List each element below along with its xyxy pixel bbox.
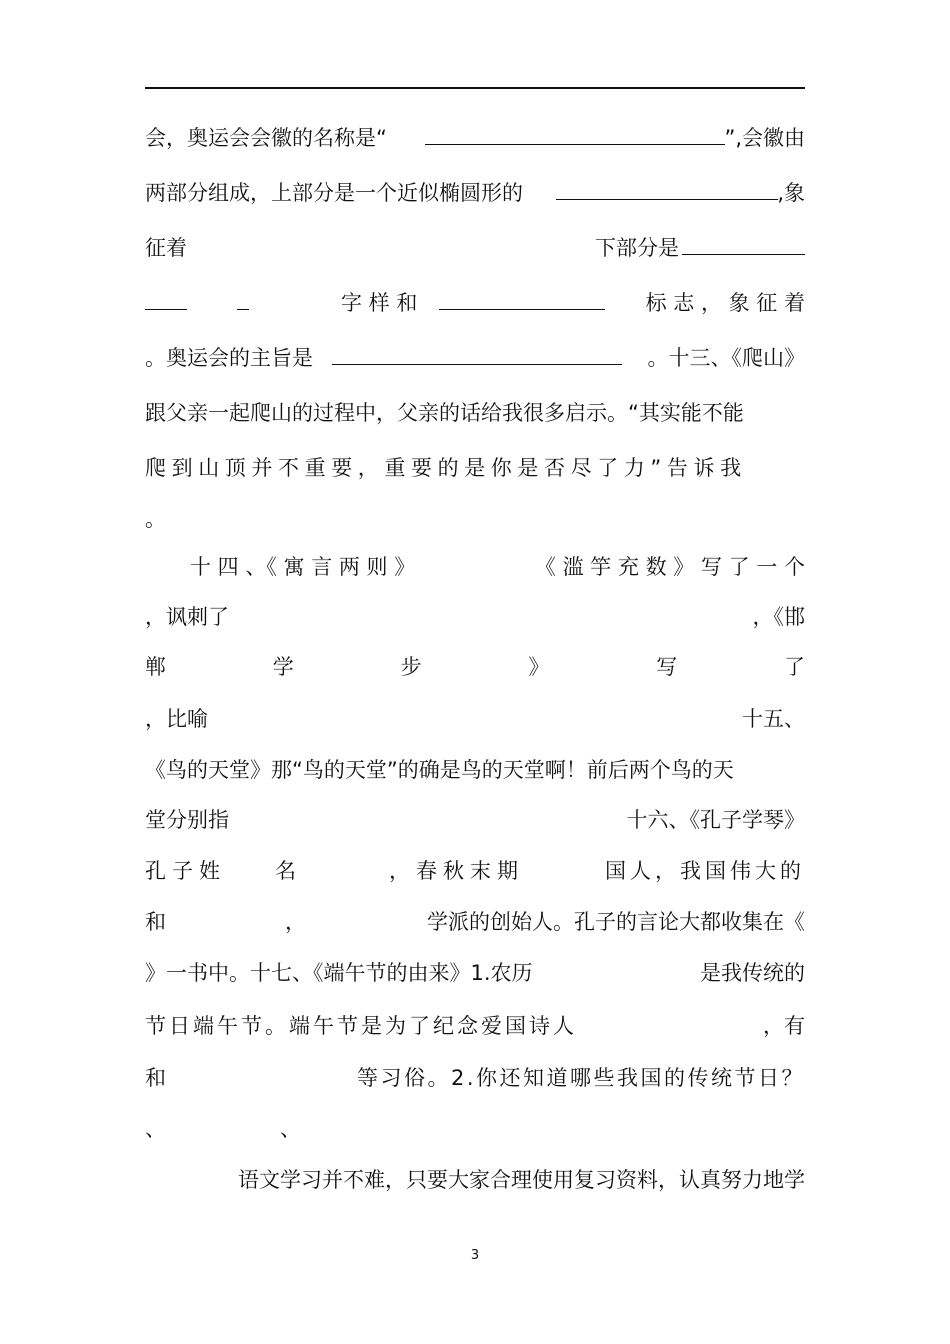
text-segment: 孔子姓 <box>145 859 226 883</box>
text-line-13 <box>145 754 805 786</box>
text-segment: 名 <box>275 859 296 883</box>
text-line-19 <box>145 1062 805 1094</box>
text-segment: 和 <box>145 910 166 934</box>
text-line-6 <box>145 397 805 429</box>
text-segment: 和 <box>145 1066 166 1090</box>
fill-blank <box>332 342 622 365</box>
text-segment: ， <box>285 910 306 934</box>
text-segment: 两部分组成，上部分是一个近似椭圆形的 <box>145 181 523 205</box>
header-rule <box>145 87 805 89</box>
text-segment: 十六、《孔子学琴》 <box>626 808 805 832</box>
text-line-21 <box>145 1164 805 1196</box>
text-segment: 写 <box>656 655 678 679</box>
text-segment: ,象 <box>777 181 805 205</box>
text-segment: 语文学习并不难，只要大家合理使用复习资料，认真努力地学 <box>238 1168 805 1192</box>
fill-blank <box>682 232 805 255</box>
text-segment: 字 样 和 <box>341 291 418 315</box>
text-segment: 下部分是 <box>595 236 679 260</box>
text-segment: ，讽刺了 <box>145 605 229 629</box>
text-line-12 <box>145 703 805 735</box>
text-segment: ，有 <box>763 1014 805 1038</box>
text-segment: 》一书中。十七、《端午节的由来》1.农历 <box>145 961 533 985</box>
page-number: 3 <box>470 1248 480 1263</box>
text-segment: 学派的创始人。孔子的言论大都收集在《 <box>427 910 805 934</box>
text-line-9 <box>145 551 805 583</box>
text-segment: ，春秋末期 <box>389 859 524 883</box>
text-line-2 <box>145 177 805 209</box>
text-segment: 、 <box>145 1117 166 1141</box>
fill-blank <box>237 287 249 310</box>
text-line-15 <box>145 855 805 887</box>
text-line-4 <box>145 287 805 319</box>
text-segment: 堂分别指 <box>145 808 229 832</box>
text-segment: ”,会徽由 <box>724 126 805 150</box>
text-segment: 。奥运会的主旨是 <box>145 346 313 370</box>
text-segment: 。十三、《爬山》 <box>647 346 805 370</box>
text-segment: 是我传统的 <box>700 961 805 985</box>
text-line-17 <box>145 957 805 989</box>
text-segment: 《 滥 竽 充 数 》 写 了 一 个 <box>534 555 805 579</box>
text-segment: 标 志 ， 象 征 着 <box>645 291 805 315</box>
text-line-20 <box>145 1113 805 1145</box>
fill-blank <box>425 122 725 145</box>
text-line-14 <box>145 804 805 836</box>
text-segment: ，《邯 <box>752 605 805 629</box>
text-segment: 爬到山顶并不重要，重要的是你是否尽了力”告诉我 <box>145 456 747 480</box>
fill-blank <box>439 287 605 310</box>
text-segment: 学 <box>272 655 294 679</box>
text-segment: 郸 <box>145 655 166 679</box>
text-line-10 <box>145 601 805 633</box>
fill-blank <box>556 177 778 200</box>
fill-blank <box>145 287 187 310</box>
text-segment: 》 <box>528 655 550 679</box>
text-segment: 征着 <box>145 236 187 260</box>
text-line-8 <box>145 503 805 535</box>
text-line-11 <box>145 651 805 683</box>
text-segment: 跟父亲一起爬山的过程中，父亲的话给我很多启示。“其实能不能 <box>145 401 744 425</box>
text-segment: 《鸟的天堂》那“鸟的天堂”的确是鸟的天堂啊！前后两个鸟的天 <box>145 758 734 782</box>
text-line-18 <box>145 1010 805 1042</box>
text-line-1 <box>145 122 805 154</box>
text-line-3 <box>145 232 805 264</box>
text-segment: 会，奥运会会徽的名称是“ <box>145 126 387 150</box>
text-segment: ，比喻 <box>145 707 208 731</box>
text-segment: 、 <box>280 1117 301 1141</box>
text-line-5 <box>145 342 805 374</box>
text-segment: 。 <box>145 507 166 531</box>
text-segment: 十五、 <box>742 707 805 731</box>
text-segment: 节日端午节。端午节是为了纪念爱国诗人 <box>145 1014 577 1038</box>
text-segment: 等习俗。2.你还知道哪些我国的传统节日？ <box>356 1066 805 1090</box>
text-segment: 十 四 、《 寓 言 两 则 》 <box>190 555 416 579</box>
text-segment: 国人，我国伟大的 <box>605 859 805 883</box>
text-segment: 步 <box>400 655 422 679</box>
text-line-7 <box>145 452 805 484</box>
text-line-16 <box>145 906 805 938</box>
text-segment: 了 <box>783 655 805 679</box>
